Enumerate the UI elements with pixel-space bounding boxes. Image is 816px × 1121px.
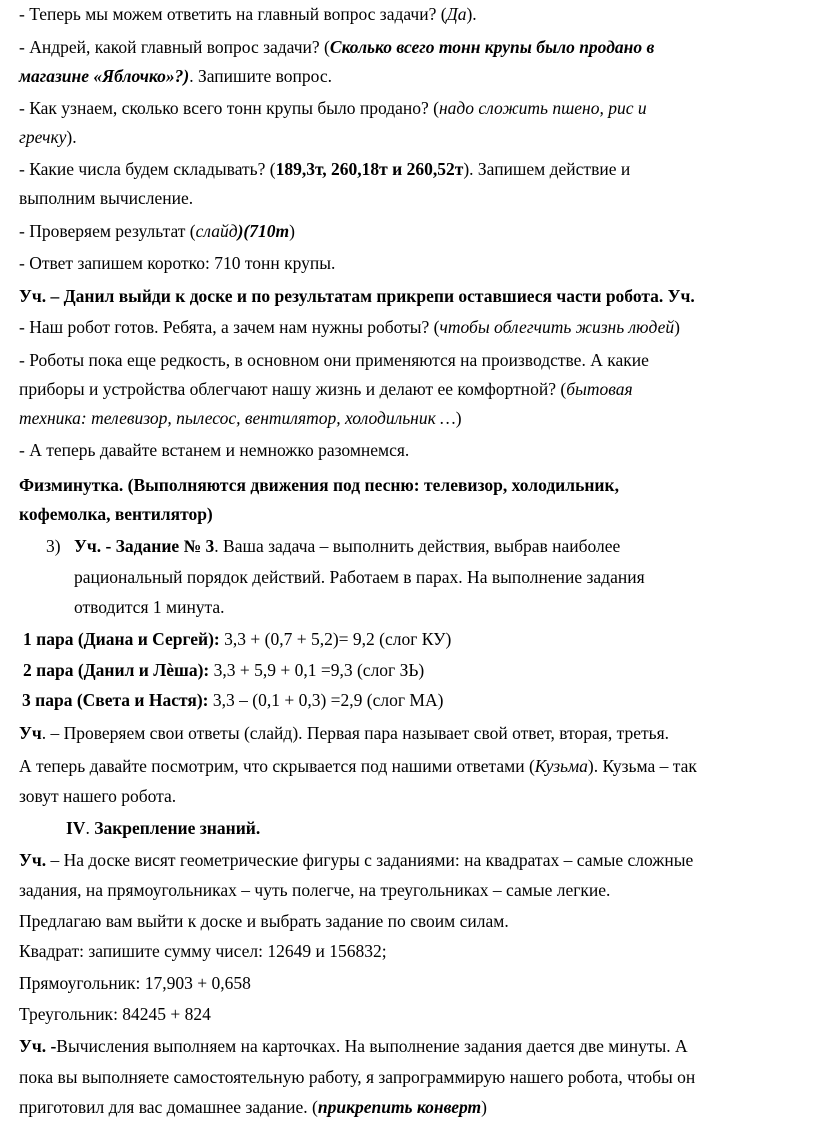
text-run: Треугольник: 84245 + 824 <box>19 1004 211 1024</box>
text-run: 710т <box>249 221 290 241</box>
text-line <box>19 68 332 86</box>
text-run: магазине «Яблочко»?) <box>19 66 190 86</box>
text-run: 3,3 + 5,9 + 0,1 =9,3 (слог ЗЬ) <box>209 660 425 680</box>
text-run: ). <box>66 127 77 147</box>
text-line <box>19 319 680 337</box>
text-run: - Проверяем результат ( <box>19 221 196 241</box>
text-line <box>19 190 193 208</box>
text-run: Да <box>446 4 467 24</box>
text-line <box>19 223 295 241</box>
text-run: Прямоугольник: 17,903 + 0,658 <box>19 973 251 993</box>
text-run: ). Запишем действие и <box>463 159 631 179</box>
text-run: 3,3 + (0,7 + 5,2)= 9,2 (слог КУ) <box>219 629 452 649</box>
text-run: Уч. – Данил выйди к доске и по результатам прикрепи оставшиеся части робота. Уч. <box>19 286 695 306</box>
text-line <box>19 442 409 460</box>
text-line <box>19 852 693 870</box>
text-run: ) <box>455 408 462 428</box>
text-line <box>23 662 424 680</box>
text-line <box>19 913 509 931</box>
text-line <box>19 788 176 806</box>
text-run: ) <box>289 221 295 241</box>
text-run: бытовая <box>566 379 633 399</box>
text-line <box>19 943 387 961</box>
text-run: Сколько всего тонн крупы было продано в <box>329 37 655 57</box>
text-run: выполним вычисление. <box>19 188 194 208</box>
text-run: 3) <box>46 536 61 556</box>
text-line <box>19 1006 211 1024</box>
text-run: – На доске висят геометрические фигуры с заданиями: на квадратах – самые сложные <box>46 850 694 870</box>
text-run: приборы и устройства облегчают нашу жизнь и делают ее комфортной? ( <box>19 379 567 399</box>
text-line <box>19 161 630 179</box>
text-run: - Ответ запишем коротко: 710 тонн крупы. <box>19 253 336 273</box>
text-run: 2 пара (Данил и Лѐша): <box>23 660 210 680</box>
text-run: . Ваша задача – выполнить действия, выбрав наиболее <box>214 536 621 556</box>
text-run: . Запишите вопрос. <box>189 66 332 86</box>
text-run: 3,3 – (0,1 + 0,3) =2,9 (слог МА) <box>208 690 444 710</box>
text-run: Предлагаю вам выйти к доске и выбрать задание по своим силам. <box>19 911 509 931</box>
text-run: ). Кузьма – так <box>587 756 697 776</box>
text-run: рациональный порядок действий. Работаем в парах. На выполнение задания <box>74 567 645 587</box>
text-run: кофемолка, вентилятор) <box>19 504 213 524</box>
text-line <box>19 129 77 147</box>
text-line <box>19 255 335 273</box>
text-run: - А теперь давайте встанем и немножко разомнемся. <box>19 440 410 460</box>
text-run: - Андрей, какой главный вопрос задачи? ( <box>19 37 330 57</box>
text-line <box>19 100 647 118</box>
list-number <box>46 538 61 556</box>
text-run: техника: телевизор, пылесос, вентилятор, холодильник … <box>19 408 456 428</box>
text-run: Уч. <box>19 850 47 870</box>
text-run: А теперь давайте посмотрим, что скрывается под нашими ответами ( <box>19 756 535 776</box>
text-run: 1 пара (Диана и Сергей): <box>23 629 220 649</box>
text-line <box>19 352 649 370</box>
text-run: зовут нашего робота. <box>19 786 177 806</box>
text-line <box>19 882 610 900</box>
text-run: прикрепить конверт <box>317 1097 482 1117</box>
text-line <box>19 410 462 428</box>
text-run: Уч <box>19 723 42 743</box>
text-run: Кузьма <box>534 756 588 776</box>
text-line <box>19 381 633 399</box>
text-run: ) <box>674 317 680 337</box>
text-line <box>19 758 697 776</box>
text-run: 189,3т, 260,18т и 260,52т <box>275 159 464 179</box>
text-run: IV <box>66 818 86 838</box>
text-run: отводится 1 минута. <box>74 597 225 617</box>
text-run: 3 пара (Света и Настя): <box>22 690 209 710</box>
text-run: ) <box>481 1097 487 1117</box>
text-line <box>19 506 213 524</box>
text-run: приготовил для вас домашнее задание. ( <box>19 1097 318 1117</box>
text-line <box>19 1069 695 1087</box>
text-run: Квадрат: запишите сумму чисел: 12649 и 156832; <box>19 941 387 961</box>
text-run: . <box>85 818 95 838</box>
text-line <box>19 39 654 57</box>
text-run: надо сложить пшено, рис и <box>438 98 647 118</box>
text-line <box>19 975 251 993</box>
text-line <box>19 725 669 743</box>
text-run: . – Проверяем свои ответы (слайд). Первая пара называет свой ответ, вторая, третья. <box>41 723 670 743</box>
text-run: - Какие числа будем складывать? ( <box>19 159 276 179</box>
text-line <box>19 1099 487 1117</box>
text-line <box>74 569 645 587</box>
text-run: ). <box>466 4 477 24</box>
text-line <box>22 692 443 710</box>
text-line <box>19 477 619 495</box>
text-line <box>23 631 451 649</box>
text-run: Физминутка. (Выполняются движения под песню: телевизор, холодильник, <box>19 475 619 495</box>
text-run: - Роботы пока еще редкость, в основном они применяются на производстве. А какие <box>19 350 649 370</box>
text-line <box>19 6 477 24</box>
text-run: задания, на прямоугольниках – чуть полегче, на треугольниках – самые легкие. <box>19 880 611 900</box>
text-run: гречку <box>19 127 67 147</box>
text-run: Вычисления выполняем на карточках. На выполнение задания дается две минуты. А <box>56 1036 688 1056</box>
text-run: пока вы выполняете самостоятельную работу, я запрограммирую нашего робота, чтобы он <box>19 1067 696 1087</box>
text-line <box>19 288 695 306</box>
text-run: - Теперь мы можем ответить на главный вопрос задачи? ( <box>19 4 447 24</box>
text-run: Закрепление знаний. <box>94 818 261 838</box>
text-line <box>74 599 225 617</box>
text-run: Уч. - <box>19 1036 57 1056</box>
text-run: слайд <box>195 221 238 241</box>
text-run: - Как узнаем, сколько всего тонн крупы было продано? ( <box>19 98 439 118</box>
text-line <box>19 1038 688 1056</box>
section-heading <box>66 820 260 838</box>
text-run: )( <box>237 221 250 241</box>
text-run: чтобы облегчить жизнь людей <box>439 317 675 337</box>
text-run: - Наш робот готов. Ребята, а зачем нам нужны роботы? ( <box>19 317 440 337</box>
text-run: Уч. - Задание № 3 <box>74 536 215 556</box>
text-line <box>74 538 620 556</box>
